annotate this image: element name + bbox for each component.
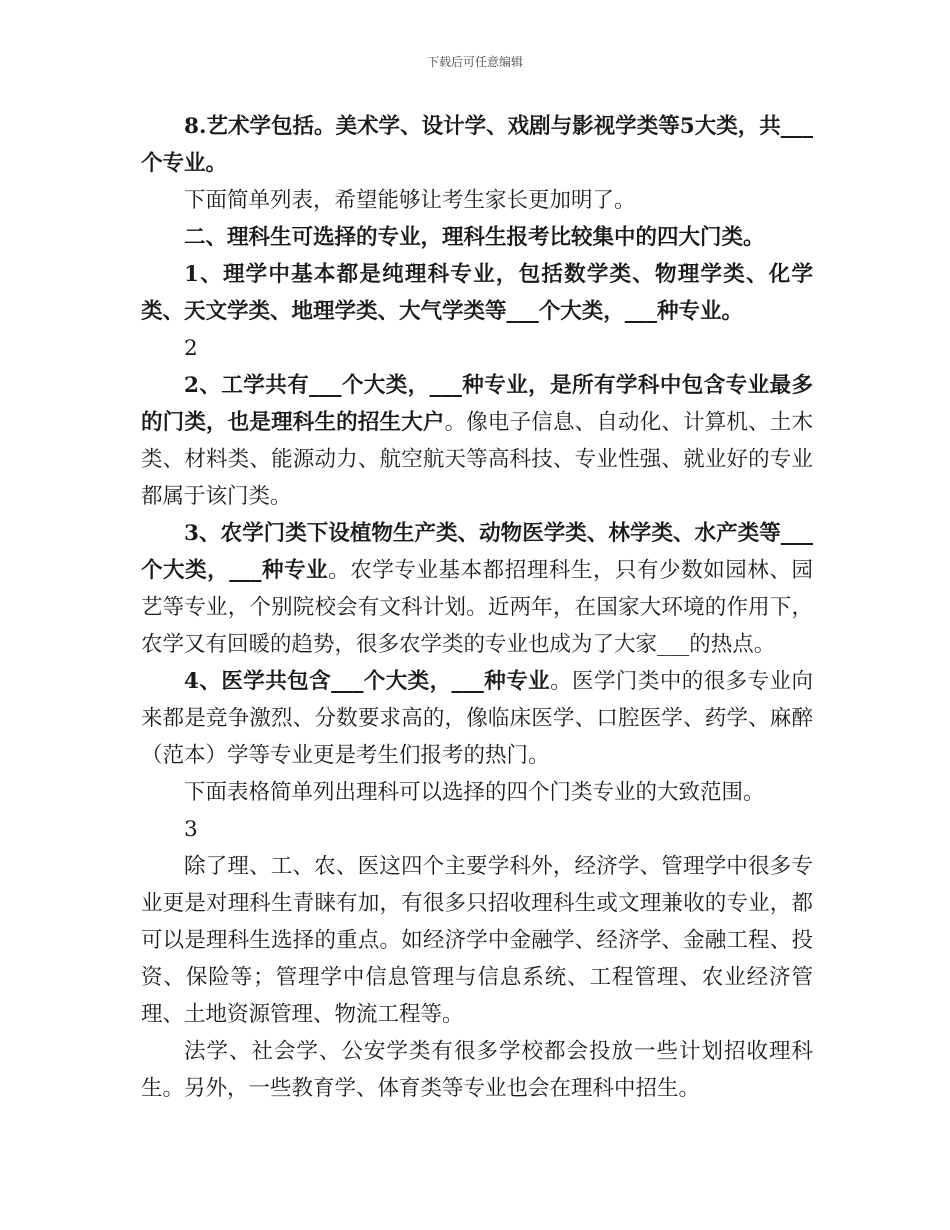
paragraph-text: 下面表格简单列出理科可以选择的四个门类专业的大致范围。 — [184, 780, 765, 805]
paragraph-science — [141, 256, 813, 330]
paragraph-table-intro — [141, 774, 813, 811]
paragraph-agriculture — [141, 515, 813, 663]
paragraph-text: 。农学专业基本都招理科生，只有少数如园林、园艺等专业，个别院校会有文科计划。近两年，在国家大环境的作用下，农学又有回暖的趋势，很多农学类的专业也成为了大家___的热点。 — [141, 558, 813, 657]
paragraph-text: 。医学门类中的很多专业向来都是竞争激烈、分数要求高的，像临床医学、口腔医学、药学、麻醉（范本）学等专业更是考生们报考的热门。 — [141, 669, 813, 768]
paragraph-law-education — [141, 1033, 813, 1107]
paragraph-text: 3 — [184, 817, 198, 842]
paragraph-text: 。像电子信息、自动化、计算机、土木类、材料类、能源动力、航空航天等高科技、专业性强、就业好的专业都属于该门类。 — [141, 410, 813, 509]
paragraph-bold-text: 2、工学共有___个大类，___种专业，是所有学科中包含专业最多的门类，也是理科生的招生大户 — [141, 373, 813, 435]
paragraph-medicine — [141, 663, 813, 774]
paragraph-economics-management — [141, 848, 813, 1033]
document-body — [141, 108, 813, 1107]
section-heading-science — [141, 219, 813, 256]
table-marker-2 — [141, 330, 813, 367]
paragraph-bold-text: 4、医学共包含___个大类，___种专业 — [184, 669, 551, 694]
paragraph-bold-text: 3、农学门类下设植物生产类、动物医学类、林学类、水产类等___个大类，___种专业 — [141, 521, 813, 583]
paragraph-art-majors — [141, 108, 813, 182]
table-marker-3 — [141, 811, 813, 848]
paragraph-text: 除了理、工、农、医这四个主要学科外，经济学、管理学中很多专业更是对理科生青睐有加，有很多只招收理科生或文理兼收的专业，都可以是理科生选择的重点。如经济学中金融学、经济学、金融工程、投资、保险等；管理学中信息管理与信息系统、工程管理、农业经济管理、土地资源管理、物流工程等。 — [141, 854, 813, 1027]
paragraph-engineering — [141, 367, 813, 515]
paragraph-text: 下面简单列表，希望能够让考生家长更加明了。 — [184, 188, 636, 213]
paragraph-text: 2 — [184, 336, 198, 361]
paragraph-bold-text: 二、理科生可选择的专业，理科生报考比较集中的四大门类。 — [184, 225, 765, 250]
paragraph-bold-text: 8.艺术学包括。美术学、设计学、戏剧与影视学类等5大类，共___个专业。 — [141, 114, 813, 176]
paragraph-list-intro — [141, 182, 813, 219]
paragraph-bold-text: 1、理学中基本都是纯理科专业，包括数学类、物理学类、化学类、天文学类、地理学类、大气学类等___个大类，___种专业。 — [141, 262, 813, 324]
page-header: 下载后可任意编辑 — [426, 55, 523, 69]
paragraph-text: 法学、社会学、公安学类有很多学校都会投放一些计划招收理科生。另外，一些教育学、体育类等专业也会在理科中招生。 — [141, 1039, 813, 1101]
